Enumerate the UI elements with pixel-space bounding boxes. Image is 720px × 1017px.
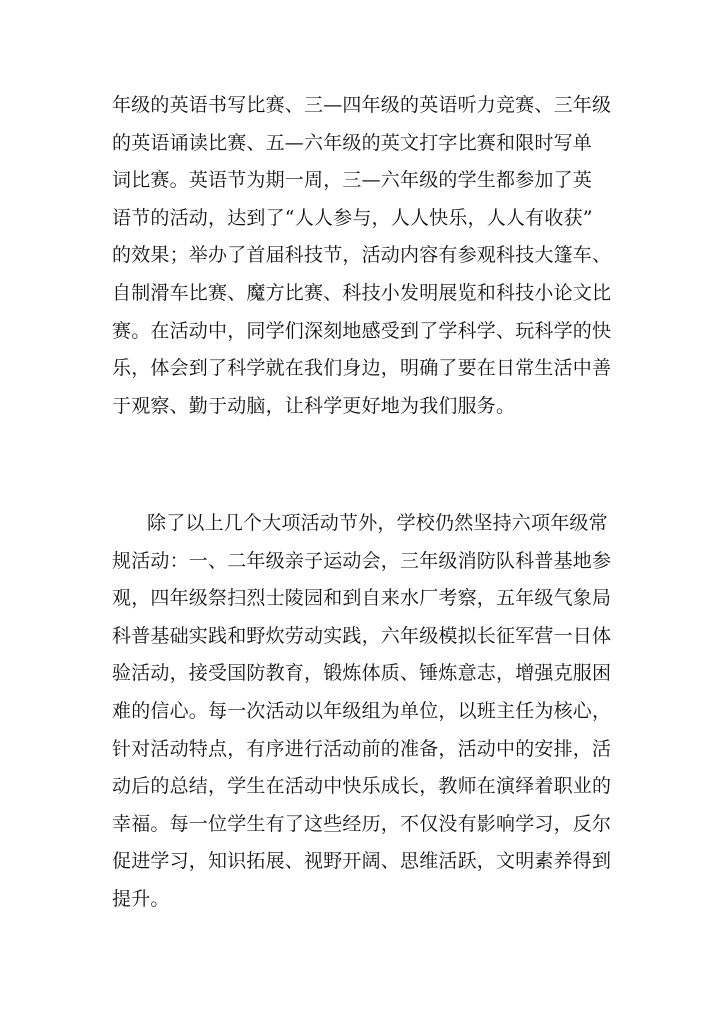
text-line: 赛。在活动中，同学们深刻地感受到了学科学、玩科学的快 <box>112 319 612 342</box>
text-line: 语节的活动，达到了“人人参与，人人快乐，人人有收获” <box>112 206 593 229</box>
text-line: 的英语诵读比赛、五—六年级的英文打字比赛和限时写单 <box>112 131 593 154</box>
text-line: 观，四年级祭扫烈士陵园和到自来水厂考察，五年级气象局 <box>112 587 612 610</box>
text-line: 验活动，接受国防教育，锻炼体质、锤炼意志，增强克服困 <box>112 662 612 685</box>
text-line: 规活动：一、二年级亲子运动会，三年级消防队科普基地参 <box>112 549 612 572</box>
text-line: 年级的英语书写比赛、三—四年级的英语听力竞赛、三年级 <box>112 94 612 116</box>
text-line: 的效果；举办了首届科技节，活动内容有参观科技大篷车、 <box>112 244 612 267</box>
text-line: 难的信心。每一次活动以年级组为单位，以班主任为核心， <box>112 699 612 722</box>
text-line: 动后的总结，学生在活动中快乐成长，教师在演绎着职业的 <box>112 775 612 798</box>
text-line: 乐，体会到了科学就在我们身边，明确了要在日常生活中善 <box>112 357 612 380</box>
text-line: 幸福。每一位学生有了这些经历，不仅没有影响学习，反尔 <box>112 812 612 835</box>
text-line: 词比赛。英语节为期一周，三—六年级的学生都参加了英 <box>112 169 593 192</box>
text-line: 提升。 <box>112 887 170 910</box>
paragraph-grade-activities <box>112 505 612 919</box>
text-line: 于观察、勤于动脑，让科学更好地为我们服务。 <box>112 394 516 417</box>
text-line: 自制滑车比赛、魔方比赛、科技小发明展览和科技小论文比 <box>112 281 612 304</box>
text-line: 针对活动特点，有序进行活动前的准备，活动中的安排，活 <box>112 737 612 760</box>
paragraph-english-science-festivals <box>112 87 612 425</box>
text-line: 科普基础实践和野炊劳动实践，六年级模拟长征军营一日体 <box>112 624 612 647</box>
text-line: 促进学习，知识拓展、视野开阔、思维活跃，文明素养得到 <box>112 850 612 873</box>
text-line: 除了以上几个大项活动节外，学校仍然坚持六项年级常 <box>147 512 608 534</box>
